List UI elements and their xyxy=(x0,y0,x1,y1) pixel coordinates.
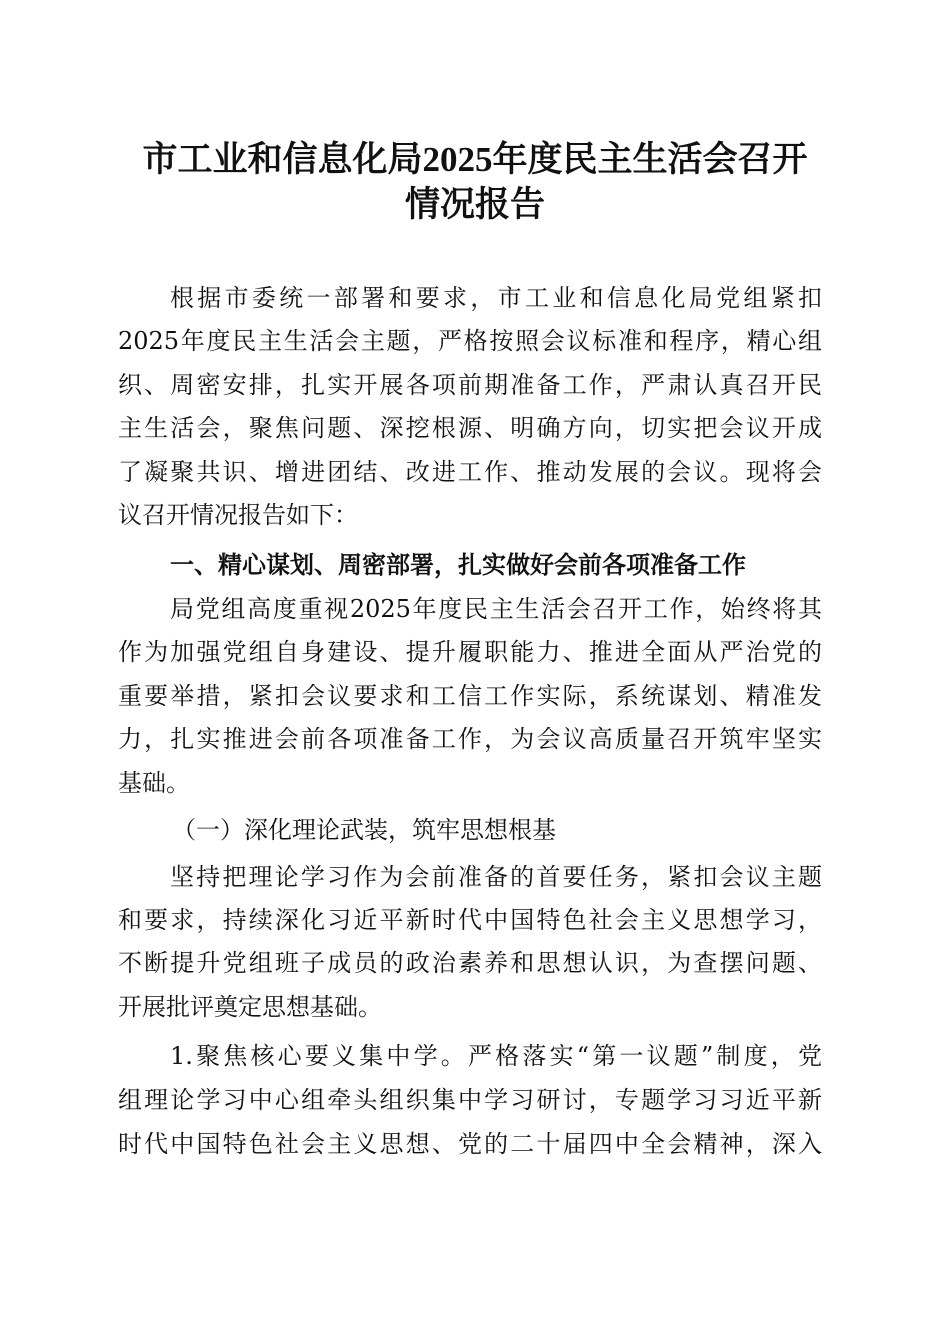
intro-line: 议召开情况报告如下： xyxy=(118,501,358,529)
item1-line: 组理论学习中心组牵头组织集中学习研讨，专题学习习近平新 xyxy=(118,1086,822,1114)
item1-line: 时代中国特色社会主义思想、党的二十届四中全会精神，深入 xyxy=(118,1130,822,1158)
section1-line: 重要举措，紧扣会议要求和工信工作实际，系统谋划、精准发 xyxy=(118,682,822,710)
sub1-line: 和要求，持续深化习近平新时代中国特色社会主义思想学习， xyxy=(118,906,822,934)
section1-line: 力，扎实推进会前各项准备工作，为会议高质量召开筑牢坚实 xyxy=(118,725,822,753)
intro-line: 2025年度民主生活会主题，严格按照会议标准和程序，精心组 xyxy=(118,327,822,355)
intro-line: 主生活会，聚焦问题、深挖根源、明确方向，切实把会议开成 xyxy=(118,414,822,442)
document-title-line-1: 市工业和信息化局2025年度民主生活会召开 xyxy=(142,140,808,179)
document-title-line-2: 情况报告 xyxy=(404,185,545,224)
intro-line: 了凝聚共识、增进团结、改进工作、推动发展的会议。现将会 xyxy=(118,458,822,486)
sub1-line: 开展批评奠定思想基础。 xyxy=(118,993,382,1021)
item1-line: 1.聚焦核心要义集中学。严格落实“第一议题”制度，党 xyxy=(170,1042,822,1070)
subsection-heading-1: （一）深化理论武装，筑牢思想根基 xyxy=(172,816,556,844)
section1-line: 作为加强党组自身建设、提升履职能力、推进全面从严治党的 xyxy=(118,638,822,666)
section-heading-1: 一、精心谋划、周密部署，扎实做好会前各项准备工作 xyxy=(170,551,746,579)
intro-line: 织、周密安排，扎实开展各项前期准备工作，严肃认真召开民 xyxy=(118,371,822,399)
sub1-line: 不断提升党组班子成员的政治素养和思想认识，为查摆问题、 xyxy=(118,949,822,977)
section1-line: 基础。 xyxy=(118,769,190,797)
section1-line: 局党组高度重视2025年度民主生活会召开工作，始终将其 xyxy=(170,595,822,623)
sub1-line: 坚持把理论学习作为会前准备的首要任务，紧扣会议主题 xyxy=(170,863,822,891)
intro-line: 根据市委统一部署和要求，市工业和信息化局党组紧扣 xyxy=(170,284,822,312)
